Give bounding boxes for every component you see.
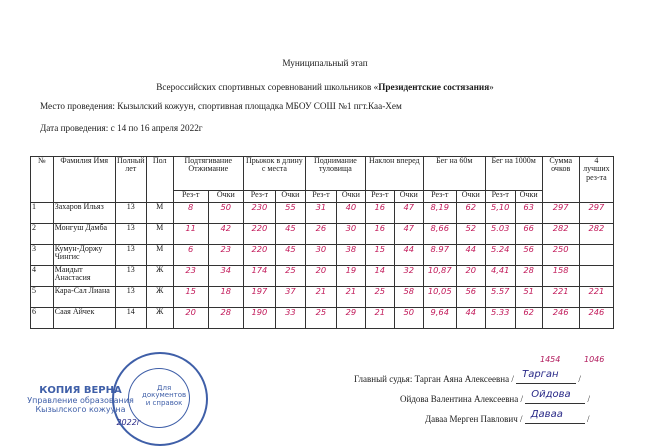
- signature-label: Главный судья: Тарган Аяна Алексеевна /: [354, 374, 514, 384]
- subheader-pts: Очки: [336, 191, 365, 203]
- row-value: 44: [456, 245, 485, 266]
- subheader-pts: Очки: [515, 191, 542, 203]
- signature-end: /: [578, 374, 581, 384]
- row-best4: 297: [579, 203, 613, 224]
- row-value: 52: [456, 224, 485, 245]
- row-value: 26: [305, 224, 336, 245]
- row-value: 197: [243, 287, 275, 308]
- copy-stamp-org: Управление образования: [27, 396, 134, 405]
- row-value: 50: [394, 308, 423, 329]
- signature-label: Даваа Мерген Павлович /: [425, 414, 523, 424]
- table-row: [31, 266, 614, 287]
- row-value: 62: [515, 308, 542, 329]
- signature-field: [525, 389, 585, 404]
- row-value: 5.03: [485, 224, 515, 245]
- row-best4: 246: [579, 308, 613, 329]
- header-run1000: Бег на 1000м: [485, 157, 542, 191]
- row-value: 44: [394, 245, 423, 266]
- row-value: 6: [173, 245, 208, 266]
- row-value: 63: [515, 203, 542, 224]
- row-value: 32: [394, 266, 423, 287]
- venue-line: Место проведения: Кызылский кожуун, спортивная площадка МБОУ СОШ №1 пгт.Каа-Хем: [40, 101, 402, 111]
- row-best4: 221: [579, 287, 613, 308]
- signature-line-judge-2: [400, 389, 591, 404]
- row-value: 4,41: [485, 266, 515, 287]
- subheader-pts: Очки: [456, 191, 485, 203]
- row-num: 1: [31, 203, 54, 224]
- row-value: 190: [243, 308, 275, 329]
- row-value: 5.57: [485, 287, 515, 308]
- row-sum: 221: [542, 287, 579, 308]
- signature-end: /: [587, 394, 591, 404]
- row-value: 8.97: [423, 245, 456, 266]
- row-age: 13: [115, 266, 146, 287]
- handwritten-signature: Тарган: [522, 369, 559, 380]
- row-value: 34: [208, 266, 243, 287]
- row-name: Саая Айчек: [53, 308, 115, 329]
- row-value: 23: [208, 245, 243, 266]
- header-sum: Сумма очков: [542, 157, 579, 203]
- row-num: 5: [31, 287, 54, 308]
- row-value: 20: [173, 308, 208, 329]
- row-value: 66: [515, 224, 542, 245]
- row-value: 20: [456, 266, 485, 287]
- row-age: 14: [115, 308, 146, 329]
- row-age: 13: [115, 203, 146, 224]
- row-name: Захаров Ильяз: [53, 203, 115, 224]
- results-table: [30, 156, 614, 329]
- subheader-res: Рез-т: [485, 191, 515, 203]
- copy-stamp-title: КОПИЯ ВЕРНА: [39, 385, 122, 396]
- signature-line-chief-judge: [354, 369, 581, 384]
- row-age: 13: [115, 287, 146, 308]
- row-value: 40: [336, 203, 365, 224]
- subtitle-event: Президентские состязания: [378, 82, 490, 92]
- row-value: 5,10: [485, 203, 515, 224]
- row-value: 37: [275, 287, 305, 308]
- row-value: 51: [515, 287, 542, 308]
- row-value: 10,05: [423, 287, 456, 308]
- row-name: Монгуш Дамба: [53, 224, 115, 245]
- copy-stamp-year: 2022г: [116, 418, 141, 427]
- stamp-line: и справок: [145, 398, 183, 407]
- subtitle-prefix: Всероссийских спортивных соревнований школьников «: [156, 82, 379, 92]
- row-value: 47: [394, 224, 423, 245]
- header-name: Фамилия Имя: [53, 157, 115, 203]
- row-best4: 282: [579, 224, 613, 245]
- document-title: Муниципальный этап: [282, 58, 368, 68]
- row-age: 13: [115, 224, 146, 245]
- row-value: 45: [275, 245, 305, 266]
- header-best4: 4 лучших рез-та: [579, 157, 613, 203]
- subheader-pts: Очки: [208, 191, 243, 203]
- header-age: Полный лет: [115, 157, 146, 203]
- row-value: 42: [208, 224, 243, 245]
- row-sum: 158: [542, 266, 579, 287]
- row-value: 220: [243, 245, 275, 266]
- row-num: 4: [31, 266, 54, 287]
- row-num: 2: [31, 224, 54, 245]
- subheader-res: Рез-т: [423, 191, 456, 203]
- total-sum: 1454: [540, 355, 561, 364]
- table-row: [31, 203, 614, 224]
- row-best4: [579, 266, 613, 287]
- table-row: [31, 224, 614, 245]
- row-value: 15: [365, 245, 394, 266]
- row-sex: Ж: [146, 266, 173, 287]
- row-value: 56: [456, 287, 485, 308]
- row-best4: [579, 245, 613, 266]
- row-value: 38: [336, 245, 365, 266]
- dates-line: Дата проведения: с 14 по 16 апреля 2022г: [40, 123, 203, 133]
- table-row: [31, 308, 614, 329]
- row-sex: М: [146, 245, 173, 266]
- row-value: 29: [336, 308, 365, 329]
- row-name: Кара-Сал Лиана: [53, 287, 115, 308]
- row-value: 56: [515, 245, 542, 266]
- subheader-res: Рез-т: [243, 191, 275, 203]
- row-value: 23: [173, 266, 208, 287]
- row-value: 21: [336, 287, 365, 308]
- row-sex: М: [146, 224, 173, 245]
- row-sum: 250: [542, 245, 579, 266]
- header-pullups: Подтягивание Отжимание: [173, 157, 243, 191]
- row-value: 47: [394, 203, 423, 224]
- row-value: 8,66: [423, 224, 456, 245]
- row-value: 30: [305, 245, 336, 266]
- row-age: 13: [115, 245, 146, 266]
- row-value: 14: [365, 266, 394, 287]
- stamp-line: документов: [142, 391, 187, 400]
- row-value: 33: [275, 308, 305, 329]
- table-row: [31, 287, 614, 308]
- row-value: 30: [336, 224, 365, 245]
- signature-label: Ойдова Валентина Алексеевна /: [400, 394, 523, 404]
- row-value: 21: [365, 308, 394, 329]
- handwritten-signature: Даваа: [530, 409, 563, 420]
- row-value: 45: [275, 224, 305, 245]
- row-value: 25: [275, 266, 305, 287]
- row-sex: Ж: [146, 308, 173, 329]
- row-value: 25: [365, 287, 394, 308]
- row-sum: 297: [542, 203, 579, 224]
- row-value: 16: [365, 203, 394, 224]
- signature-field: [525, 409, 585, 424]
- signature-line-judge-3: [425, 409, 590, 424]
- header-num: №: [31, 157, 54, 203]
- subheader-res: Рез-т: [305, 191, 336, 203]
- row-value: 50: [208, 203, 243, 224]
- row-value: 10,87: [423, 266, 456, 287]
- row-value: 11: [173, 224, 208, 245]
- stamp-line: Для: [157, 384, 172, 392]
- row-value: 5.33: [485, 308, 515, 329]
- total-best4: 1046: [584, 355, 605, 364]
- signature-end: /: [586, 414, 590, 424]
- row-num: 6: [31, 308, 54, 329]
- document-subtitle: [0, 82, 650, 92]
- copy-stamp: [8, 385, 153, 427]
- copy-stamp-org: Кызылского кожууна: [35, 405, 126, 414]
- subtitle-suffix: »: [489, 82, 494, 92]
- row-value: 62: [456, 203, 485, 224]
- row-value: 16: [365, 224, 394, 245]
- row-value: 18: [208, 287, 243, 308]
- header-jump: Прыжок в длину с места: [243, 157, 305, 191]
- row-value: 55: [275, 203, 305, 224]
- row-sum: 246: [542, 308, 579, 329]
- row-value: 8,19: [423, 203, 456, 224]
- row-value: 25: [305, 308, 336, 329]
- row-value: 28: [515, 266, 542, 287]
- row-num: 3: [31, 245, 54, 266]
- row-value: 230: [243, 203, 275, 224]
- handwritten-signature: Ойдова: [531, 389, 571, 400]
- row-value: 31: [305, 203, 336, 224]
- row-value: 28: [208, 308, 243, 329]
- row-value: 8: [173, 203, 208, 224]
- row-sum: 282: [542, 224, 579, 245]
- header-sex: Пол: [146, 157, 173, 203]
- row-value: 58: [394, 287, 423, 308]
- row-value: 174: [243, 266, 275, 287]
- row-value: 5.24: [485, 245, 515, 266]
- row-sex: Ж: [146, 287, 173, 308]
- row-value: 15: [173, 287, 208, 308]
- header-row: [31, 157, 614, 191]
- subheader-pts: Очки: [275, 191, 305, 203]
- row-name: Маидыт Анастасия: [53, 266, 115, 287]
- row-value: 20: [305, 266, 336, 287]
- row-value: 9,64: [423, 308, 456, 329]
- signature-field: [516, 369, 576, 384]
- subheader-pts: Очки: [394, 191, 423, 203]
- header-bend: Наклон вперед: [365, 157, 423, 191]
- row-sex: М: [146, 203, 173, 224]
- subheader-res: Рез-т: [173, 191, 208, 203]
- row-value: 19: [336, 266, 365, 287]
- header-run60: Бег на 60м: [423, 157, 485, 191]
- row-value: 44: [456, 308, 485, 329]
- row-name: Кумун-Доржу Чингис: [53, 245, 115, 266]
- row-value: 220: [243, 224, 275, 245]
- row-value: 21: [305, 287, 336, 308]
- header-situps: Поднимание туловища: [305, 157, 365, 191]
- table-row: [31, 245, 614, 266]
- subheader-res: Рез-т: [365, 191, 394, 203]
